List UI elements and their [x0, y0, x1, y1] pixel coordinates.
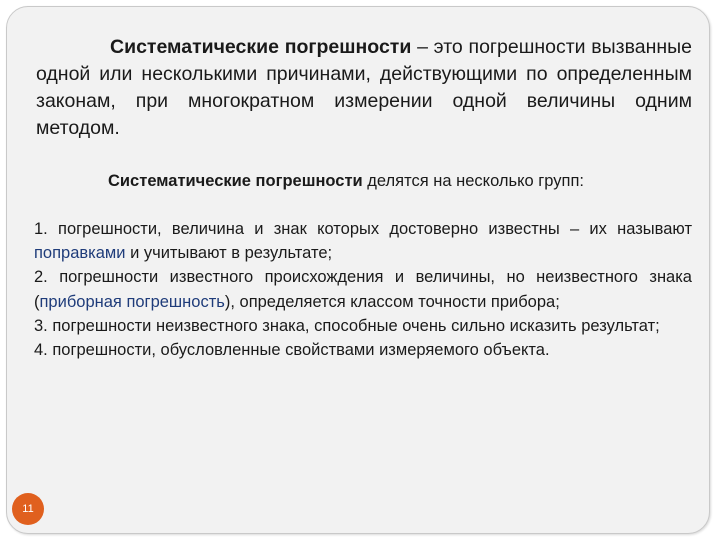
list-item: 2. погрешности известного происхождения и величины, но неизвестного знака (приборная погрешность), определяется классом точности прибора;: [34, 268, 692, 311]
list-item: 1. погрешности, величина и знак которых достоверно известны – их называют поправками и учитывают в результате;: [34, 220, 692, 263]
list-item: 4. погрешности, обусловленные свойствами измеряемого объекта.: [34, 341, 550, 360]
slide-number-badge: 11: [12, 493, 44, 525]
corrections-term: поправками: [34, 244, 126, 263]
groups-list: [34, 217, 692, 362]
list-item: 3. погрешности неизвестного знака, способные очень сильно исказить результат;: [34, 316, 660, 335]
instrument-error-term: приборная погрешность: [39, 292, 225, 311]
groups-intro: [108, 170, 708, 192]
definition-term: Систематические погрешности: [110, 36, 412, 58]
definition-text: – это погрешности вызванные одной или несколькими причинами, действующими по определенным законам, при многократном измерении одной величины одним методом.: [36, 36, 692, 139]
groups-intro-term: Систематические погрешности: [108, 172, 363, 190]
groups-intro-text: делятся на несколько групп:: [362, 172, 584, 190]
definition-paragraph: [36, 34, 692, 142]
